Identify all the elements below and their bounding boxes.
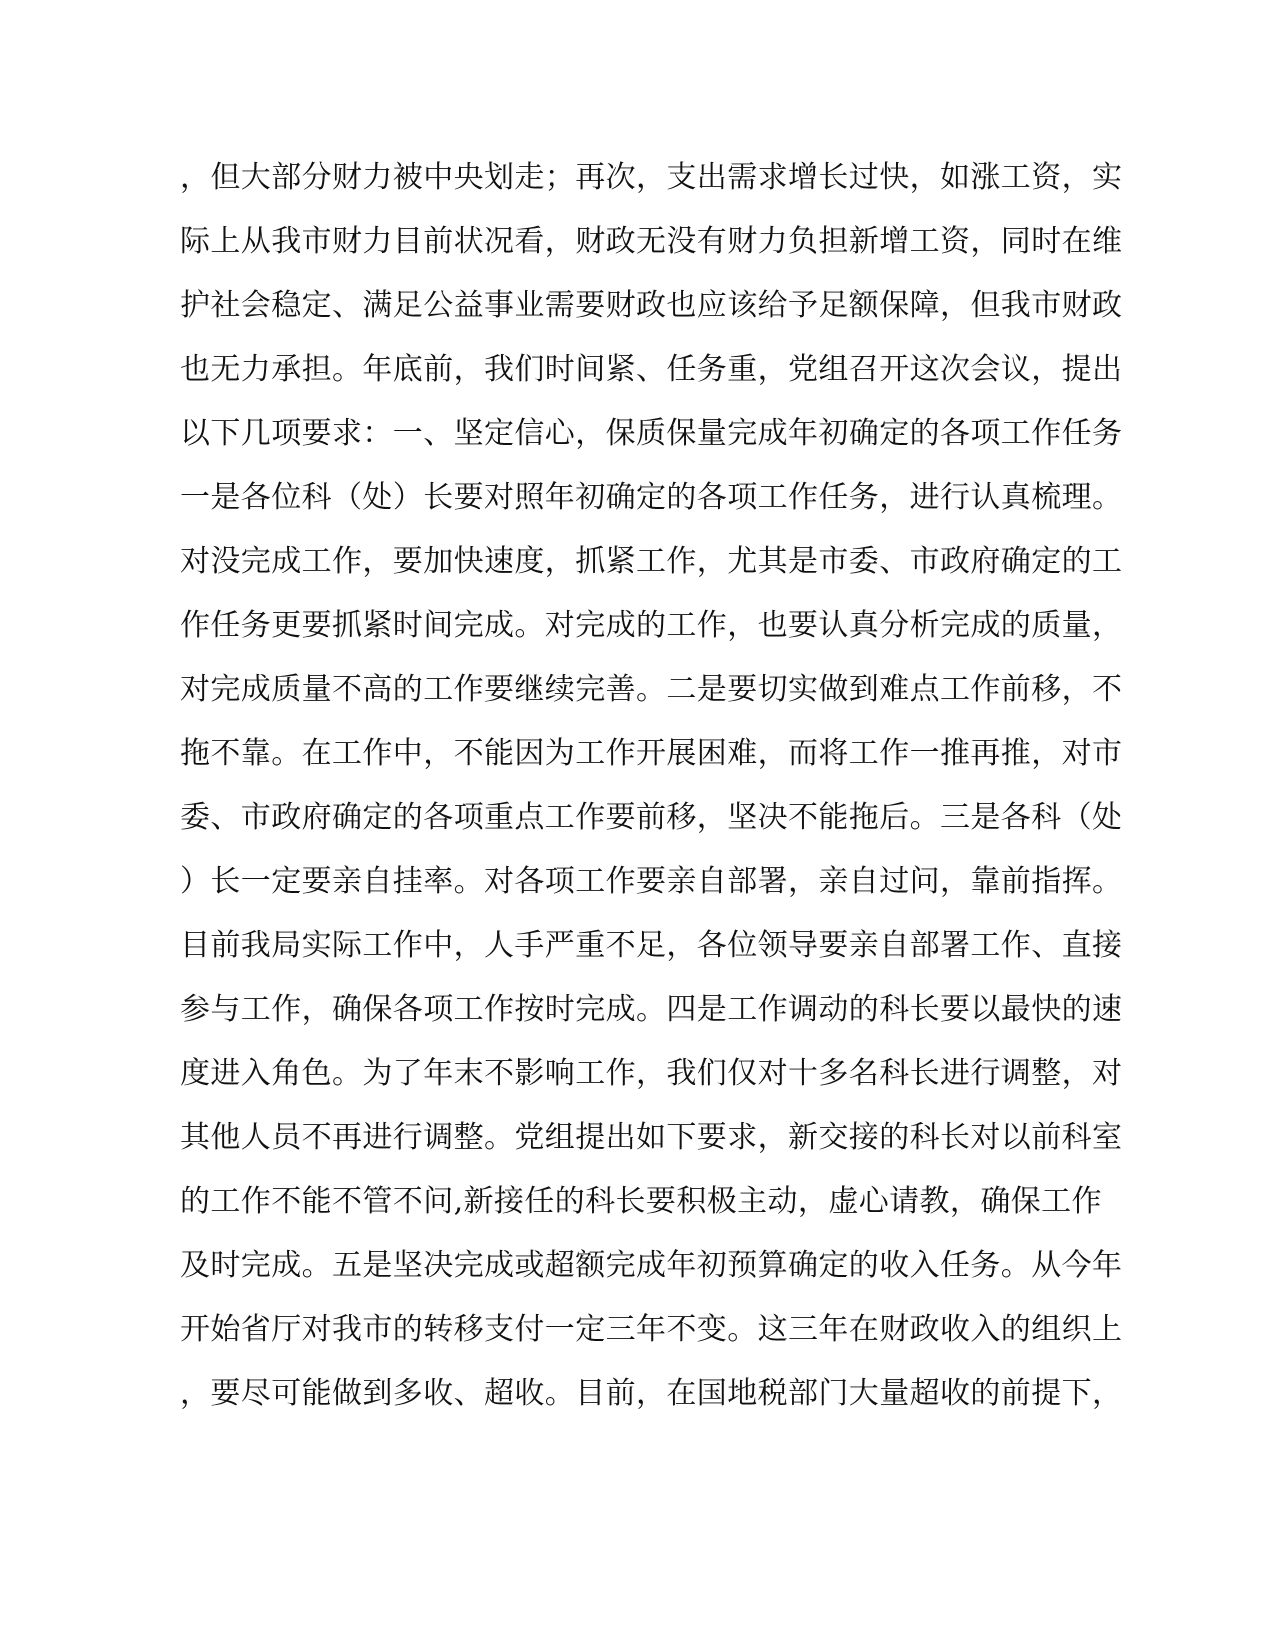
text-line: 对没完成工作，要加快速度，抓紧工作，尤其是市委、市政府确定的工 (180, 544, 1123, 579)
text-line: 的工作不能不管不问,新接任的科长要积极主动，虚心请教，确保工作 (180, 1184, 1102, 1219)
text-line: 委、市政府确定的各项重点工作要前移，坚决不能拖后。三是各科（处 (180, 800, 1123, 835)
text-line: 度进入角色。为了年末不影响工作，我们仅对十多名科长进行调整，对 (180, 1056, 1123, 1091)
text-line: 目前我局实际工作中，人手严重不足，各位领导要亲自部署工作、直接 (180, 928, 1123, 963)
text-line: 以下几项要求：一、坚定信心，保质保量完成年初确定的各项工作任务 (180, 416, 1123, 451)
text-line: 拖不靠。在工作中，不能因为工作开展困难，而将工作一推再推，对市 (180, 736, 1123, 771)
text-line: 参与工作，确保各项工作按时完成。四是工作调动的科长要以最快的速 (180, 992, 1123, 1027)
text-line: 对完成质量不高的工作要继续完善。二是要切实做到难点工作前移，不 (180, 672, 1123, 707)
text-line: 一是各位科（处）长要对照年初确定的各项工作任务，进行认真梳理。 (180, 480, 1123, 515)
text-line: 护社会稳定、满足公益事业需要财政也应该给予足额保障，但我市财政 (180, 288, 1123, 323)
text-line: ，但大部分财力被中央划走；再次，支出需求增长过快，如涨工资，实 (180, 160, 1123, 195)
text-line: 作任务更要抓紧时间完成。对完成的工作，也要认真分析完成的质量， (180, 608, 1123, 643)
text-line: 开始省厅对我市的转移支付一定三年不变。这三年在财政收入的组织上 (180, 1312, 1123, 1347)
text-line: 也无力承担。年底前，我们时间紧、任务重，党组召开这次会议，提出 (180, 352, 1123, 387)
body-text (180, 158, 1123, 1438)
text-line: 及时完成。五是坚决完成或超额完成年初预算确定的收入任务。从今年 (180, 1248, 1123, 1283)
text-line: ，要尽可能做到多收、超收。目前，在国地税部门大量超收的前提下， (180, 1376, 1123, 1411)
text-line: 其他人员不再进行调整。党组提出如下要求，新交接的科长对以前科室 (180, 1120, 1123, 1155)
text-line: ）长一定要亲自挂率。对各项工作要亲自部署，亲自过问，靠前指挥。 (180, 864, 1123, 899)
text-line: 际上从我市财力目前状况看，财政无没有财力负担新增工资，同时在维 (180, 224, 1123, 259)
